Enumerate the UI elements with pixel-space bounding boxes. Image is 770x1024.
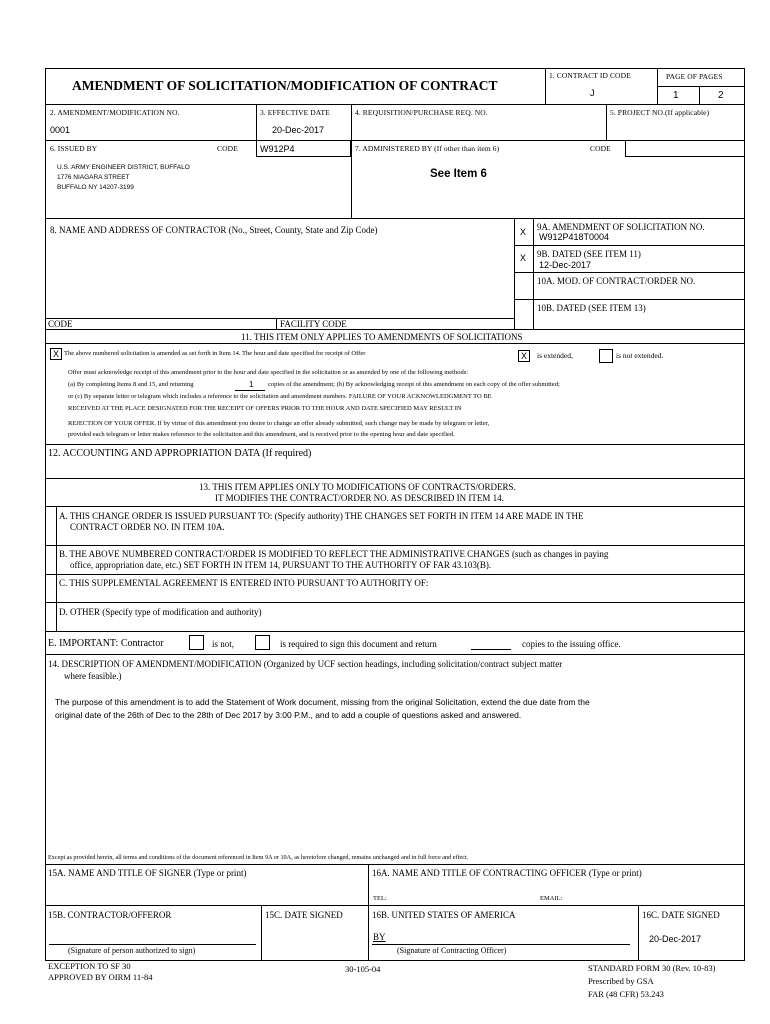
footer-prescribed: Prescribed by GSA xyxy=(588,976,654,986)
contractor-is-required-checkbox[interactable] xyxy=(255,635,270,650)
item13-title1: 13. THIS ITEM APPLIES ONLY TO MODIFICATIONS OF CONTRACTS/ORDERS. xyxy=(199,482,516,492)
officer-signature-line[interactable] xyxy=(372,944,630,945)
divider xyxy=(45,104,745,105)
item13-b-line2: office, appropriation date, etc.) SET FORTH IN ITEM 14, PURSUANT TO THE AUTHORITY OF FAR 43.103(B). xyxy=(70,560,492,570)
amendment-no-value: 0001 xyxy=(50,125,71,135)
divider xyxy=(45,444,745,445)
divider xyxy=(45,631,745,632)
item11-para2b: copies of the amendment; (b) By acknowledging receipt of this amendment on each copy of the offer submitted; xyxy=(268,381,560,388)
contractor-signature-caption: (Signature of person authorized to sign) xyxy=(68,946,196,955)
not-extended-checkbox[interactable] xyxy=(599,349,613,363)
mark-9a: X xyxy=(520,227,527,237)
divider xyxy=(45,218,745,219)
divider xyxy=(45,329,745,330)
item11-title: 11. THIS ITEM ONLY APPLIES TO AMENDMENTS OF SOLICITATIONS xyxy=(241,332,523,342)
page-label: PAGE OF PAGES xyxy=(666,72,723,81)
officer-signature-caption: (Signature of Contracting Officer) xyxy=(397,946,507,955)
item11-para4: RECEIVED AT THE PLACE DESIGNATED FOR THE RECEIPT OF OFFERS PRIOR TO THE HOUR AND DATE SPECIFIED MAY RESULT IN xyxy=(68,405,462,412)
label-9a: 9A. AMENDMENT OF SOLICITATION NO. xyxy=(537,222,705,232)
important-label: E. IMPORTANT: Contractor xyxy=(48,638,164,649)
divider xyxy=(261,905,262,961)
contractor-offeror-label: 15B. CONTRACTOR/OFFEROR xyxy=(48,910,172,920)
issued-by-label: 6. ISSUED BY xyxy=(50,144,98,153)
mark-9b: X xyxy=(520,253,527,263)
item14-description-line2: original date of the 26th of Dec to the 28th of Dec 2017 by 3:00 P.M., and to add a couple of questions asked and answered. xyxy=(55,710,522,720)
divider xyxy=(45,478,745,479)
item14-label-line1: 14. DESCRIPTION OF AMENDMENT/MODIFICATION (Organized by UCF section headings, including solicitation/contract subject matter xyxy=(48,659,563,669)
effective-date-label: 3. EFFECTIVE DATE xyxy=(260,108,330,117)
divider xyxy=(638,905,639,961)
accounting-data-label: 12. ACCOUNTING AND APPROPRIATION DATA (If required) xyxy=(48,448,312,459)
date-signed-15c-label: 15C. DATE SIGNED xyxy=(265,910,343,920)
date-16c-value: 20-Dec-2017 xyxy=(649,934,702,944)
divider xyxy=(533,218,534,329)
divider xyxy=(45,506,745,507)
issued-code-label: CODE xyxy=(217,144,238,153)
email-label: EMAIL: xyxy=(540,895,563,902)
label-10b: 10B. DATED (SEE ITEM 13) xyxy=(537,303,646,313)
divider xyxy=(45,602,745,603)
value-9b: 12-Dec-2017 xyxy=(539,260,592,270)
administered-by-label: 7. ADMINISTERED BY (If other than item 6) xyxy=(355,144,500,153)
divider xyxy=(514,272,745,273)
divider xyxy=(45,545,745,546)
requisition-label: 4. REQUISITION/PURCHASE REQ. NO. xyxy=(355,108,488,117)
item11-para3: or (c) By separate letter or telegram which includes a reference to the solicitation and amendment numbers. FAILURE OF YOUR ACKNOWLEDGMENT TO BE xyxy=(68,393,492,400)
footer-standard-form: STANDARD FORM 30 (Rev. 10-83) xyxy=(588,963,716,973)
item13-c: C. THIS SUPPLEMENTAL AGREEMENT IS ENTERED INTO PURSUANT TO AUTHORITY OF: xyxy=(59,578,429,588)
project-no-label: 5. PROJECT NO.(If applicable) xyxy=(610,108,710,117)
date-signed-16c-label: 16C. DATE SIGNED xyxy=(642,910,720,920)
page-number: 1 xyxy=(673,90,679,101)
divider xyxy=(514,245,745,246)
administered-by-value: See Item 6 xyxy=(430,168,487,180)
divider xyxy=(351,140,352,218)
divider xyxy=(699,86,700,104)
divider xyxy=(45,343,745,344)
usa-label: 16B. UNITED STATES OF AMERICA xyxy=(372,910,516,920)
footer-exception: EXCEPTION TO SF 30 xyxy=(48,961,131,971)
by-label: BY xyxy=(373,932,386,942)
item11-para2a: (a) By completing Items 8 and 15, and returning xyxy=(68,381,194,388)
contracting-officer-label: 16A. NAME AND TITLE OF CONTRACTING OFFICER (Type or print) xyxy=(372,868,642,878)
issuer-address-line2: 1776 NIAGARA STREET xyxy=(57,174,130,181)
item13-d: D. OTHER (Specify type of modification and authority) xyxy=(59,607,262,617)
divider xyxy=(45,864,745,865)
divider xyxy=(514,299,745,300)
facility-code-label: FACILITY CODE xyxy=(280,319,347,329)
issuer-address-line1: U.S. ARMY ENGINEER DISTRICT, BUFFALO xyxy=(57,164,190,171)
contractor-signature-line[interactable] xyxy=(49,944,256,945)
divider xyxy=(276,318,277,329)
solicitation-amended-checkbox[interactable]: X xyxy=(50,348,62,360)
form-title: AMENDMENT OF SOLICITATION/MODIFICATION OF CONTRACT xyxy=(72,78,498,93)
item14-label-line2: where feasible.) xyxy=(64,671,122,681)
divider xyxy=(606,104,607,140)
contractor-name-label: 8. NAME AND ADDRESS OF CONTRACTOR (No., Street, County, State and Zip Code) xyxy=(50,225,378,235)
signer-name-label: 15A. NAME AND TITLE OF SIGNER (Type or print) xyxy=(48,868,247,878)
is-not-label: is not, xyxy=(212,639,235,649)
divider xyxy=(256,104,257,140)
divider xyxy=(45,574,745,575)
copies-office-label: copies to the issuing office. xyxy=(522,639,621,649)
divider xyxy=(368,864,369,961)
item13-title2: IT MODIFIES THE CONTRACT/ORDER NO. AS DESCRIBED IN ITEM 14. xyxy=(215,493,504,503)
effective-date-value: 20-Dec-2017 xyxy=(272,125,325,135)
issued-code-value: W912P4 xyxy=(260,144,295,154)
footer-far: FAR (48 CFR) 53.243 xyxy=(588,989,664,999)
item13-a-line2: CONTRACT ORDER NO. IN ITEM 10A. xyxy=(70,522,225,532)
item13-a-line1: A. THIS CHANGE ORDER IS ISSUED PURSUANT TO: (Specify authority) THE CHANGES SET FORTH IN ITEM 14 ARE MADE IN THE xyxy=(59,511,584,521)
divider xyxy=(56,506,57,631)
divider xyxy=(45,905,745,906)
admin-code-box xyxy=(625,140,745,157)
item11-para6: provided each telegram or letter makes reference to the solicitation and this amendment, and is received prior to the opening hour and date specified. xyxy=(68,431,455,438)
divider xyxy=(45,654,745,655)
footer-form-number: 30-105-04 xyxy=(345,964,381,974)
tel-label: TEL: xyxy=(373,895,387,902)
divider xyxy=(657,86,745,87)
divider xyxy=(545,68,546,104)
is-required-label: is required to sign this document and return xyxy=(280,639,437,649)
page-total: 2 xyxy=(718,90,724,101)
amendment-no-label: 2. AMENDMENT/MODIFICATION NO. xyxy=(50,108,180,117)
copies-return-underline xyxy=(471,649,511,650)
contract-id-label: 1. CONTRACT ID CODE xyxy=(549,71,631,80)
item11-para5: REJECTION OF YOUR OFFER. If by virtue of this amendment you desire to change an offer already submitted, such change may be made by telegram or letter, xyxy=(68,420,490,427)
label-10a: 10A. MOD. OF CONTRACT/ORDER NO. xyxy=(537,276,696,286)
item11-para1: Offer must acknowledge receipt of this amendment prior to the hour and date specified in the solicitation or as amended by one of the following methods: xyxy=(68,369,469,376)
contract-id-value: J xyxy=(590,88,595,98)
extended-label: is extended, xyxy=(537,351,573,360)
not-extended-label: is not extended. xyxy=(616,351,664,360)
contractor-code-label: CODE xyxy=(48,319,73,329)
copies-value: 1 xyxy=(249,380,254,389)
label-9b: 9B. DATED (SEE ITEM 11) xyxy=(537,249,641,259)
issuer-address-line3: BUFFALO NY 14207-3199 xyxy=(57,184,134,191)
contractor-is-not-checkbox[interactable] xyxy=(189,635,204,650)
item14-except-note: Except as provided herein, all terms and conditions of the document referenced in Item 9A or 10A, as heretofore changed, remains unchanged and in full force and effect. xyxy=(48,854,469,861)
divider xyxy=(514,218,515,329)
value-9a: W912P418T0004 xyxy=(539,232,610,242)
admin-code-label: CODE xyxy=(590,144,611,153)
item14-description-line1: The purpose of this amendment is to add the Statement of Work document, missing from the original Solicitation, extend the due date from the xyxy=(55,697,590,707)
extended-checkbox[interactable]: X xyxy=(518,350,530,362)
divider xyxy=(351,104,352,140)
item13-b-line1: B. THE ABOVE NUMBERED CONTRACT/ORDER IS MODIFIED TO REFLECT THE ADMINISTRATIVE CHANGES (such as changes in paying xyxy=(59,549,609,559)
item11-sentence: The above numbered solicitation is amended as set forth in Item 14. The hour and date specified for receipt of Offer xyxy=(64,350,366,357)
copies-underline xyxy=(235,390,265,391)
footer-approved: APPROVED BY OIRM 11-84 xyxy=(48,972,153,982)
